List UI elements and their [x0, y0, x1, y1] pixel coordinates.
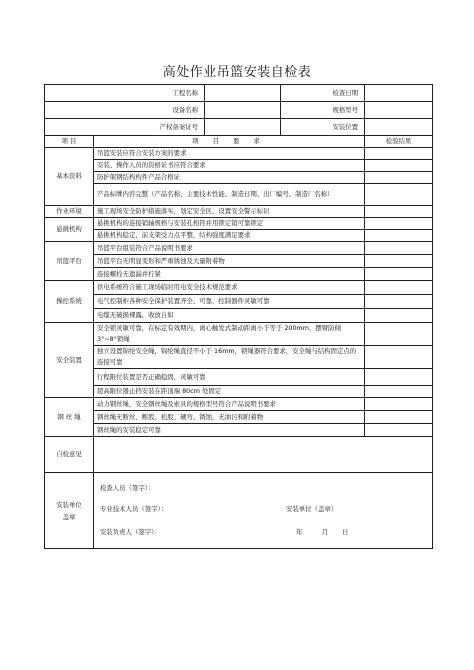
requirement-text: 钢丝绳的安装稳定可靠	[94, 424, 365, 437]
opinion-label: 自检意见	[45, 437, 94, 473]
info-row	[45, 102, 433, 119]
result-cell[interactable]	[365, 184, 433, 206]
responsible-label: 安装负责人（签字）：	[100, 527, 161, 536]
inspection-form-table	[44, 84, 433, 549]
table-row	[45, 295, 433, 309]
requirement-text: 施工现场安全防护措施落实，划定安全区，设置安全警示标识	[94, 206, 365, 218]
section-name: 作业环境	[45, 206, 94, 218]
table-row	[45, 411, 433, 424]
requirement-text: 安装、操作人员的资格证书应符合要求	[94, 160, 365, 172]
requirement-text: 连接螺栓无遗漏并拧紧	[94, 268, 365, 281]
model-value[interactable]	[365, 102, 433, 119]
result-cell[interactable]	[365, 268, 433, 281]
table-row	[45, 323, 433, 346]
unit-stamp-label: 安装单位（盖章）	[286, 504, 338, 513]
section-name: 悬挑机构	[45, 218, 94, 242]
section-name: 操控系统	[45, 281, 94, 323]
requirement-text: 悬挑机构稳定，前支架受力点平整，结构强度满足要求	[94, 230, 365, 242]
signature-area[interactable]	[94, 473, 433, 549]
model-label: 规格型号	[281, 102, 365, 119]
page-title: 高处作业吊篮安装自检表	[162, 65, 312, 80]
info-row	[45, 85, 433, 102]
inspection-date-value[interactable]	[365, 85, 433, 102]
inspection-date-label: 检查日期	[281, 85, 365, 102]
result-cell[interactable]	[365, 281, 433, 295]
install-location-value[interactable]	[365, 119, 433, 136]
table-row	[45, 346, 433, 369]
table-row	[45, 218, 433, 230]
table-row	[45, 386, 433, 398]
requirement-text: 产品标牌内容完整（产品名称、主要技术性能、制造日期、出厂编号、制造厂名称）	[94, 184, 365, 206]
table-row	[45, 424, 433, 437]
header-result: 检验结果	[365, 136, 433, 148]
section-name: 吊篮平台	[45, 242, 94, 281]
requirement-text: 安全锁灵敏可靠，在标定有效期内，离心触发式制动距离小于等于 200mm，摆臂防倾 3°~8°锁绳	[94, 323, 365, 346]
year-label: 年	[296, 527, 303, 536]
result-cell[interactable]	[365, 218, 433, 230]
equipment-name-label: 设备名称	[45, 102, 205, 119]
opinion-value[interactable]	[94, 437, 433, 473]
section-name: 安全装置	[45, 323, 94, 398]
requirement-text: 悬挑机构的连接销轴规格与安装孔相符并用锁定销可靠锁定	[94, 218, 365, 230]
section-name: 钢 丝 绳	[45, 398, 94, 437]
info-row	[45, 119, 433, 136]
requirement-text: 独立设置锦纶安全绳，锦纶绳直径不小于 16mm，锁绳器符合要求，安全绳与结构固定点的连接可靠	[94, 346, 365, 369]
table-row	[45, 230, 433, 242]
result-cell[interactable]	[365, 346, 433, 369]
requirement-text: 防护架钢结构构件产品合格证	[94, 172, 365, 184]
requirement-text: 吊篮平台组装符合产品说明书要求	[94, 242, 365, 255]
signature-row	[45, 473, 433, 549]
equipment-name-value[interactable]	[205, 102, 281, 119]
requirement-text: 吊篮平台无明显变形和严重锈蚀及大量附着物	[94, 255, 365, 268]
month-label: 月	[322, 527, 329, 536]
result-cell[interactable]	[365, 323, 433, 346]
result-cell[interactable]	[365, 160, 433, 172]
technician-label: 专业技术人员（签字）：	[100, 504, 168, 513]
section-name: 基本资料	[45, 148, 94, 206]
table-row	[45, 160, 433, 172]
header-requirement: 项 目 要 求	[94, 136, 365, 148]
result-cell[interactable]	[365, 148, 433, 160]
result-cell[interactable]	[365, 172, 433, 184]
project-name-value[interactable]	[205, 85, 281, 102]
registration-label: 产权备案证号	[45, 119, 205, 136]
result-cell[interactable]	[365, 206, 433, 218]
inspector-label: 检查人员（签字）：	[100, 483, 155, 492]
requirement-text: 超高限位器止挡安装在距顶端 80cm 处固定	[94, 386, 365, 398]
registration-value[interactable]	[205, 119, 281, 136]
result-cell[interactable]	[365, 411, 433, 424]
table-row	[45, 172, 433, 184]
requirement-text: 电气控制柜各种安全保护装置齐全、可靠，控制器件灵敏可靠	[94, 295, 365, 309]
table-row	[45, 281, 433, 295]
table-row	[45, 309, 433, 323]
requirement-text: 行程限位装置是否正确稳固，灵敏可靠	[94, 369, 365, 386]
table-row	[45, 148, 433, 160]
table-row	[45, 184, 433, 206]
requirement-text: 供电系统符合施工现场临时用电安全技术规范要求	[94, 281, 365, 295]
day-label: 日	[342, 527, 349, 536]
table-row	[45, 398, 433, 411]
result-cell[interactable]	[365, 255, 433, 268]
table-row	[45, 268, 433, 281]
sign-section-label: 安装单位盖章	[45, 473, 94, 549]
requirement-text: 动力钢丝绳，安全钢丝绳及索具的规格型号符合产品说明书要求	[94, 398, 365, 411]
result-cell[interactable]	[365, 424, 433, 437]
result-cell[interactable]	[365, 398, 433, 411]
requirement-text: 吊篮安装应符合安装方案的要求	[94, 148, 365, 160]
result-cell[interactable]	[365, 230, 433, 242]
result-cell[interactable]	[365, 295, 433, 309]
table-row	[45, 255, 433, 268]
table-row	[45, 369, 433, 386]
requirement-text: 钢丝绳无断丝、断股、松股、硬弯、锈蚀，无油污和附着物	[94, 411, 365, 424]
result-cell[interactable]	[365, 242, 433, 255]
table-row	[45, 242, 433, 255]
header-row	[45, 136, 433, 148]
result-cell[interactable]	[365, 309, 433, 323]
opinion-row	[45, 437, 433, 473]
requirement-text: 电缆无破损裸露，收放自如	[94, 309, 365, 323]
table-row	[45, 206, 433, 218]
header-item: 项 目	[45, 136, 94, 148]
project-name-label: 工程名称	[45, 85, 205, 102]
install-location-label: 安装位置	[281, 119, 365, 136]
result-cell[interactable]	[365, 386, 433, 398]
result-cell[interactable]	[365, 369, 433, 386]
